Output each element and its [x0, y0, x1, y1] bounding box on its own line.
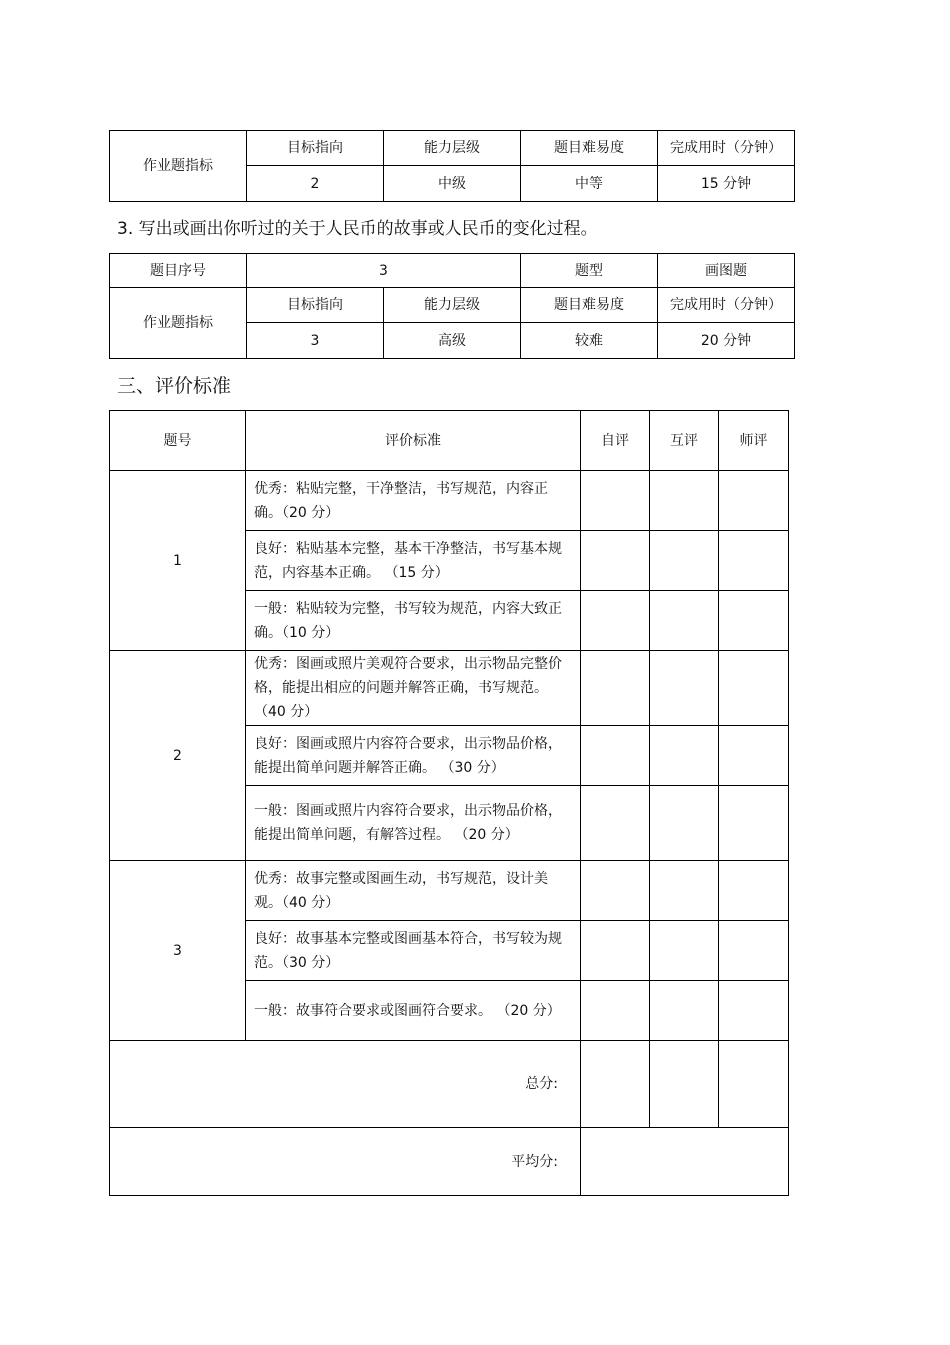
header-cell: 完成用时（分钟）: [658, 288, 795, 323]
value-cell: 高级: [384, 323, 521, 359]
header-self: 自评: [581, 411, 650, 471]
criteria-cell: 优秀：图画或照片美观符合要求，出示物品完整价格，能提出相应的问题并解答正确，书写规范。（40 分）: [246, 651, 581, 726]
criteria-cell: 优秀：故事完整或图画生动，书写规范，设计美观。（40 分）: [246, 861, 581, 921]
header-teacher: 师评: [719, 411, 789, 471]
score-cell-self: [581, 921, 650, 981]
score-cell-teacher: [719, 651, 789, 726]
criteria-cell: 优秀：粘贴完整，干净整洁，书写规范，内容正确。（20 分）: [246, 471, 581, 531]
value-cell: 较难: [521, 323, 658, 359]
criteria-cell: 一般：故事符合要求或图画符合要求。 （20 分）: [246, 981, 581, 1041]
header-cell: 目标指向: [247, 288, 384, 323]
score-cell-self: [581, 531, 650, 591]
score-cell-teacher: [719, 471, 789, 531]
score-cell-teacher: [719, 531, 789, 591]
score-cell-teacher: [719, 726, 789, 786]
criteria-cell: 良好：粘贴基本完整，基本干净整洁，书写基本规范，内容基本正确。 （15 分）: [246, 531, 581, 591]
seq-value: 3: [247, 254, 521, 288]
score-cell-teacher: [719, 861, 789, 921]
score-cell-teacher: [719, 921, 789, 981]
score-cell-peer: [650, 651, 719, 726]
score-cell-teacher: [719, 591, 789, 651]
score-cell-peer: [650, 861, 719, 921]
header-cell: 题目难易度: [521, 131, 658, 166]
criteria-cell: 一般：粘贴较为完整，书写较为规范，内容大致正确。（10 分）: [246, 591, 581, 651]
total-peer: [650, 1041, 719, 1128]
header-cell: 题目难易度: [521, 288, 658, 323]
question-num: 1: [110, 471, 246, 651]
score-cell-peer: [650, 981, 719, 1041]
score-cell-peer: [650, 726, 719, 786]
type-label: 题型: [521, 254, 658, 288]
score-cell-peer: [650, 471, 719, 531]
type-value: 画图题: [658, 254, 795, 288]
criteria-cell: 一般：图画或照片内容符合要求，出示物品价格，能提出简单问题，有解答过程。 （20 分）: [246, 786, 581, 861]
score-cell-teacher: [719, 786, 789, 861]
header-peer: 互评: [650, 411, 719, 471]
score-cell-self: [581, 861, 650, 921]
value-cell: 20 分钟: [658, 323, 795, 359]
total-label: 总分:: [110, 1041, 581, 1128]
total-teacher: [719, 1041, 789, 1128]
value-cell: 2: [247, 166, 384, 202]
question-num: 2: [110, 651, 246, 861]
value-cell: 中等: [521, 166, 658, 202]
header-cell: 完成用时（分钟）: [658, 131, 795, 166]
header-cell: 目标指向: [247, 131, 384, 166]
average-label: 平均分:: [110, 1128, 581, 1196]
question-num: 3: [110, 861, 246, 1041]
value-cell: 15 分钟: [658, 166, 795, 202]
score-cell-teacher: [719, 981, 789, 1041]
indicator-table-q3: [109, 253, 795, 359]
score-cell-self: [581, 591, 650, 651]
header-criteria: 评价标准: [246, 411, 581, 471]
score-cell-self: [581, 981, 650, 1041]
indicator-table-q2: [109, 130, 795, 202]
row-label: 作业题指标: [110, 131, 247, 202]
header-num: 题号: [110, 411, 246, 471]
criteria-cell: 良好：故事基本完整或图画基本符合，书写较为规范。（30 分）: [246, 921, 581, 981]
criteria-cell: 良好：图画或照片内容符合要求，出示物品价格，能提出简单问题并解答正确。 （30 分）: [246, 726, 581, 786]
total-self: [581, 1041, 650, 1128]
header-cell: 能力层级: [384, 131, 521, 166]
score-cell-self: [581, 726, 650, 786]
score-cell-peer: [650, 531, 719, 591]
score-cell-peer: [650, 786, 719, 861]
header-cell: 能力层级: [384, 288, 521, 323]
seq-label: 题目序号: [110, 254, 247, 288]
score-cell-self: [581, 651, 650, 726]
row-label: 作业题指标: [110, 288, 247, 359]
section-title: 三、评价标准: [117, 375, 232, 397]
average-value: [581, 1128, 789, 1196]
score-cell-self: [581, 471, 650, 531]
question-3-text: 3. 写出或画出你听过的关于人民币的故事或人民币的变化过程。: [117, 219, 598, 239]
value-cell: 中级: [384, 166, 521, 202]
evaluation-table: [109, 410, 789, 1196]
score-cell-self: [581, 786, 650, 861]
value-cell: 3: [247, 323, 384, 359]
score-cell-peer: [650, 591, 719, 651]
score-cell-peer: [650, 921, 719, 981]
